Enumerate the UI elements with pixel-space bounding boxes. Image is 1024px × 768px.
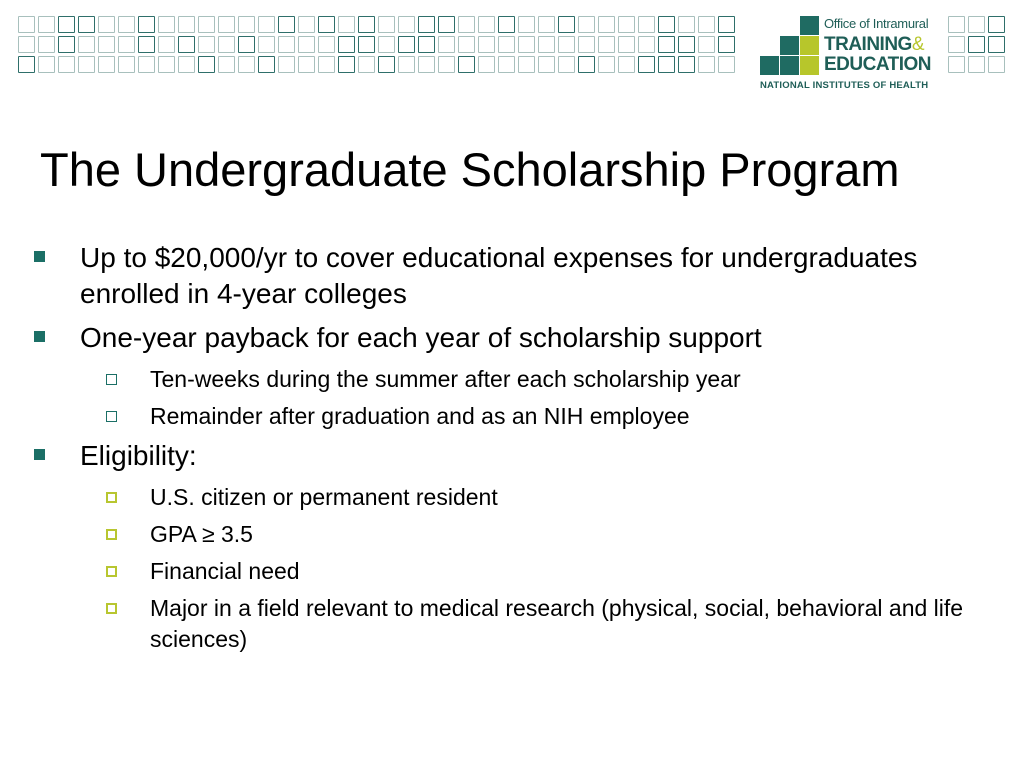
grid-cell: [698, 56, 715, 73]
grid-cell: [698, 16, 715, 33]
grid-cell: [518, 16, 535, 33]
grid-cell: [948, 56, 965, 73]
grid-cell: [238, 16, 255, 33]
grid-cell: [38, 56, 55, 73]
grid-cell: [98, 16, 115, 33]
logo-mark-icon: [760, 16, 822, 76]
grid-cell: [438, 56, 455, 73]
logo-training-text: TRAINING&: [824, 34, 925, 55]
grid-cell: [458, 36, 475, 53]
grid-cell: [298, 16, 315, 33]
logo-education-text: EDUCATION: [824, 54, 932, 75]
grid-cell: [538, 16, 555, 33]
sub-bullet-item: [26, 364, 986, 395]
grid-cell: [178, 56, 195, 73]
grid-cell: [418, 36, 435, 53]
grid-cell: [158, 56, 175, 73]
grid-cell: [18, 16, 35, 33]
square-bullet-icon: [34, 331, 45, 342]
grid-cell: [598, 56, 615, 73]
grid-cell: [538, 36, 555, 53]
grid-cell: [478, 16, 495, 33]
grid-cell: [338, 56, 355, 73]
sub-bullet-item: [26, 401, 986, 432]
slide-title: The Undergraduate Scholarship Program: [40, 143, 900, 196]
header-decorative-grid: [18, 16, 735, 73]
grid-cell: [58, 56, 75, 73]
grid-cell: [498, 16, 515, 33]
grid-cell: [398, 36, 415, 53]
grid-cell: [198, 36, 215, 53]
grid-cell: [478, 36, 495, 53]
bullet-text: Eligibility:: [80, 440, 197, 471]
grid-cell: [98, 36, 115, 53]
grid-cell: [658, 16, 675, 33]
grid-cell: [138, 56, 155, 73]
grid-cell: [258, 56, 275, 73]
grid-cell: [718, 16, 735, 33]
hollow-square-bullet-icon: [106, 566, 117, 577]
sub-bullet-item: [26, 519, 986, 550]
grid-cell: [618, 36, 635, 53]
grid-cell: [18, 56, 35, 73]
sub-bullet-text: Ten-weeks during the summer after each scholarship year: [150, 366, 741, 392]
grid-cell: [598, 16, 615, 33]
grid-cell: [518, 56, 535, 73]
grid-cell: [988, 16, 1005, 33]
sub-bullet-item: [26, 556, 986, 587]
grid-cell: [988, 56, 1005, 73]
grid-cell: [578, 36, 595, 53]
grid-cell: [298, 56, 315, 73]
grid-cell: [198, 56, 215, 73]
grid-cell: [378, 16, 395, 33]
grid-cell: [38, 36, 55, 53]
grid-cell: [518, 36, 535, 53]
header-decorative-grid-right: [948, 16, 1005, 73]
hollow-square-bullet-icon: [106, 411, 117, 422]
grid-cell: [178, 16, 195, 33]
grid-cell: [418, 56, 435, 73]
hollow-square-bullet-icon: [106, 374, 117, 385]
grid-cell: [398, 56, 415, 73]
logo-nih-text: NATIONAL INSTITUTES OF HEALTH: [760, 80, 929, 91]
hollow-square-bullet-icon: [106, 492, 117, 503]
grid-cell: [378, 56, 395, 73]
hollow-square-bullet-icon: [106, 603, 117, 614]
grid-cell: [968, 56, 985, 73]
bullet-item: [26, 438, 986, 474]
grid-cell: [118, 16, 135, 33]
grid-cell: [58, 16, 75, 33]
bullet-list: [26, 240, 986, 661]
grid-cell: [638, 56, 655, 73]
grid-cell: [238, 36, 255, 53]
grid-cell: [238, 56, 255, 73]
sub-bullet-item: [26, 593, 986, 655]
sub-bullet-text: Financial need: [150, 558, 300, 584]
grid-cell: [318, 16, 335, 33]
grid-cell: [338, 16, 355, 33]
grid-cell: [618, 16, 635, 33]
grid-cell: [658, 36, 675, 53]
grid-cell: [948, 36, 965, 53]
square-bullet-icon: [34, 449, 45, 460]
grid-cell: [218, 36, 235, 53]
grid-cell: [258, 36, 275, 53]
bullet-item: [26, 320, 986, 356]
grid-cell: [338, 36, 355, 53]
grid-cell: [498, 36, 515, 53]
grid-cell: [358, 56, 375, 73]
grid-cell: [658, 56, 675, 73]
grid-cell: [438, 36, 455, 53]
grid-cell: [58, 36, 75, 53]
grid-cell: [218, 16, 235, 33]
grid-cell: [138, 16, 155, 33]
grid-cell: [538, 56, 555, 73]
grid-cell: [558, 56, 575, 73]
grid-cell: [678, 16, 695, 33]
grid-cell: [578, 16, 595, 33]
grid-cell: [318, 56, 335, 73]
grid-cell: [178, 36, 195, 53]
grid-cell: [138, 36, 155, 53]
grid-cell: [78, 36, 95, 53]
grid-cell: [78, 56, 95, 73]
grid-cell: [358, 36, 375, 53]
sub-bullet-text: Remainder after graduation and as an NIH employee: [150, 403, 690, 429]
grid-cell: [278, 36, 295, 53]
sub-bullet-item: [26, 482, 986, 513]
grid-cell: [358, 16, 375, 33]
grid-cell: [638, 16, 655, 33]
grid-cell: [78, 16, 95, 33]
grid-cell: [298, 36, 315, 53]
grid-cell: [18, 36, 35, 53]
grid-cell: [558, 36, 575, 53]
grid-cell: [398, 16, 415, 33]
grid-cell: [678, 56, 695, 73]
grid-cell: [198, 16, 215, 33]
bullet-item: [26, 240, 986, 312]
oite-logo: [760, 16, 946, 96]
grid-cell: [258, 16, 275, 33]
square-bullet-icon: [34, 251, 45, 262]
grid-cell: [718, 56, 735, 73]
grid-cell: [278, 56, 295, 73]
grid-cell: [118, 56, 135, 73]
grid-cell: [278, 16, 295, 33]
grid-cell: [98, 56, 115, 73]
logo-office-text: Office of Intramural: [824, 16, 929, 31]
hollow-square-bullet-icon: [106, 529, 117, 540]
grid-cell: [318, 36, 335, 53]
grid-cell: [678, 36, 695, 53]
grid-cell: [458, 56, 475, 73]
grid-cell: [158, 16, 175, 33]
grid-cell: [598, 36, 615, 53]
sub-bullet-text: U.S. citizen or permanent resident: [150, 484, 498, 510]
grid-cell: [158, 36, 175, 53]
grid-cell: [418, 16, 435, 33]
grid-cell: [578, 56, 595, 73]
bullet-text: Up to $20,000/yr to cover educational expenses for undergraduates enrolled in 4-year colleges: [80, 242, 918, 309]
grid-cell: [558, 16, 575, 33]
grid-cell: [438, 16, 455, 33]
grid-cell: [618, 56, 635, 73]
grid-cell: [968, 16, 985, 33]
bullet-text: One-year payback for each year of scholarship support: [80, 322, 762, 353]
grid-cell: [38, 16, 55, 33]
sub-bullet-text: GPA ≥ 3.5: [150, 521, 253, 547]
grid-cell: [638, 36, 655, 53]
grid-cell: [498, 56, 515, 73]
grid-cell: [968, 36, 985, 53]
grid-cell: [118, 36, 135, 53]
sub-bullet-text: Major in a field relevant to medical research (physical, social, behavioral and life sciences): [150, 595, 964, 652]
grid-cell: [478, 56, 495, 73]
grid-cell: [218, 56, 235, 73]
grid-cell: [718, 36, 735, 53]
grid-cell: [378, 36, 395, 53]
grid-cell: [458, 16, 475, 33]
grid-cell: [698, 36, 715, 53]
grid-cell: [988, 36, 1005, 53]
grid-cell: [948, 16, 965, 33]
